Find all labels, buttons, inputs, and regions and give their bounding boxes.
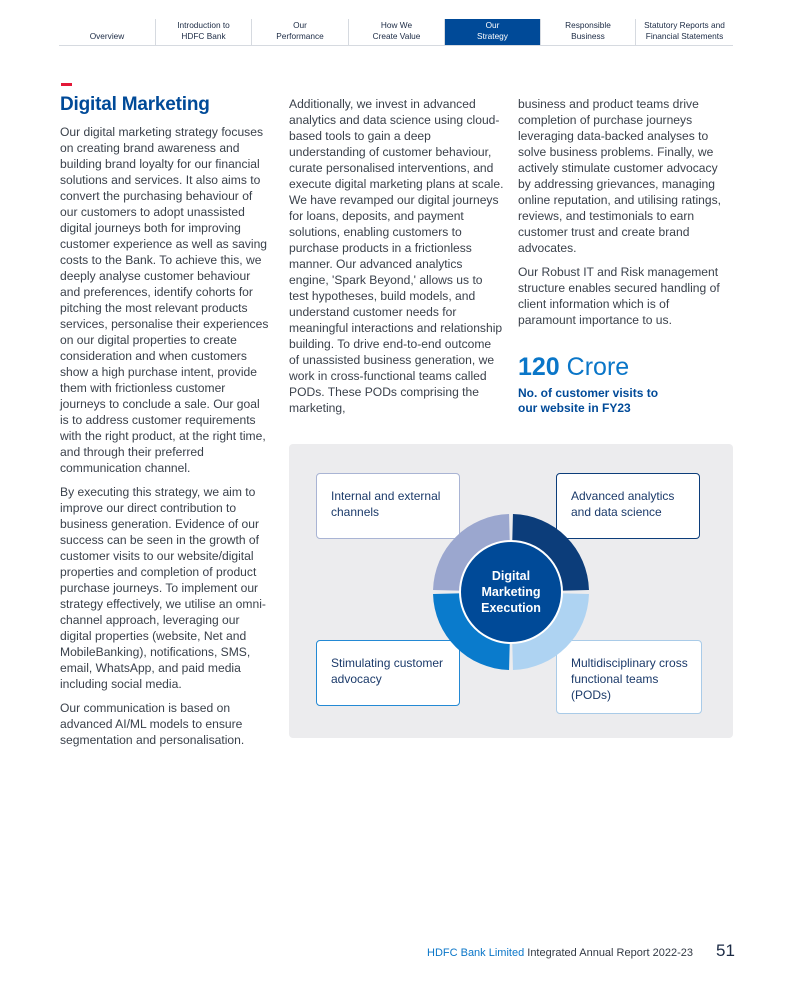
column-1 (60, 124, 270, 756)
paragraph: Our digital marketing strategy focuses on creating brand awareness and building brand loyalty for our financial solutions and services. It also aims to convert the purchasing behaviour of our customers to adopt unassisted digital journeys both for improving customer experience as well as saving costs to the Bank. To achieve this, we deeply analyse customer behaviour and preferences, identify cohorts for pitching the most relevant products services, personalise their experiences on our digital properties to create consideration and when customers show a high purchase intent, provide them with frictionless customer journeys to conclude a sale. Our goal is to address customer requirements with the right product, at the right time, and through their preferred communication channel. (60, 125, 269, 475)
nav-tab-introduction[interactable]: Introduction to HDFC Bank (156, 19, 252, 45)
stat-highlight (518, 352, 668, 415)
section-accent-dash (61, 83, 72, 86)
nav-tab-strategy[interactable]: Our Strategy (445, 19, 541, 45)
stat-value (518, 352, 668, 382)
top-navigation (59, 19, 733, 46)
pillar-label: Stimulating customer advocacy (331, 656, 444, 686)
paragraph: By executing this strategy, we aim to improve our direct contribution to business generation. Evidence of our success can be seen in the growth of customer visits to our website/digital properties and completion of product purchase journeys. To implement our strategy effectively, we utilise an omni-channel approach, leveraging our digital properties (website, Net and MobileBanking), notifications, SMS, email, WhatsApp, and paid media including social media. (60, 485, 266, 691)
pillar-label: Advanced analytics and data science (571, 489, 675, 519)
column-3 (518, 96, 728, 336)
column-2 (289, 96, 504, 424)
paragraph: Our communication is based on advanced AI/ML models to ensure segmentation and personalisation. (60, 701, 245, 747)
nav-tab-responsible-business[interactable]: Responsible Business (541, 19, 636, 45)
stat-number: 120 (518, 353, 560, 381)
paragraph: business and product teams drive completion of purchase journeys leveraging data-backed analyses to solve business problems. Finally, we actively stimulate customer advocacy by addressing grievances, managing online reputation, and utilising ratings, reviews, and testimonials to earn customer trust and create brand advocates. (518, 97, 722, 255)
footer-brand: HDFC Bank Limited (427, 947, 525, 959)
nav-tab-create-value[interactable]: How We Create Value (349, 19, 445, 45)
footer-report-title: Integrated Annual Report 2022-23 (524, 947, 693, 959)
nav-tab-statutory-reports[interactable]: Statutory Reports and Financial Statements (644, 20, 725, 41)
pillar-label: Internal and external channels (331, 489, 441, 519)
pillar-label: Multidisciplinary cross functional teams (PODs) (571, 656, 688, 702)
center-label: Digital Marketing Execution (481, 569, 541, 615)
nav-tab-overview[interactable]: Overview (59, 19, 156, 45)
strategy-diagram (289, 444, 733, 738)
section-title: Digital Marketing (60, 94, 210, 115)
paragraph: Additionally, we invest in advanced analytics and data science using cloud-based tools to gain a deep understanding of customer behaviour, curate personalised interventions, and execute digital marketing plans at scale. We have revamped our digital journeys for loans, deposits, and payment solutions, enabling customers to purchase products in a frictionless manner. Our advanced analytics engine, 'Spark Beyond,' allows us to test hypotheses, build models, and understand customer needs for meaningful interactions and relationship building. To drive end-to-end outcome of unassisted business generation, we work in cross-functional teams called PODs. These PODs comprising the marketing, (289, 97, 504, 415)
footer (427, 947, 693, 959)
nav-tab-performance[interactable]: Our Performance (252, 19, 349, 45)
stat-label: No. of customer visits to our website in FY23 (518, 386, 659, 415)
stat-unit: Crore (559, 353, 630, 381)
paragraph: Our Robust IT and Risk management structure enables secured handling of client information which is of paramount importance to us. (518, 265, 720, 327)
page-number: 51 (716, 941, 735, 960)
